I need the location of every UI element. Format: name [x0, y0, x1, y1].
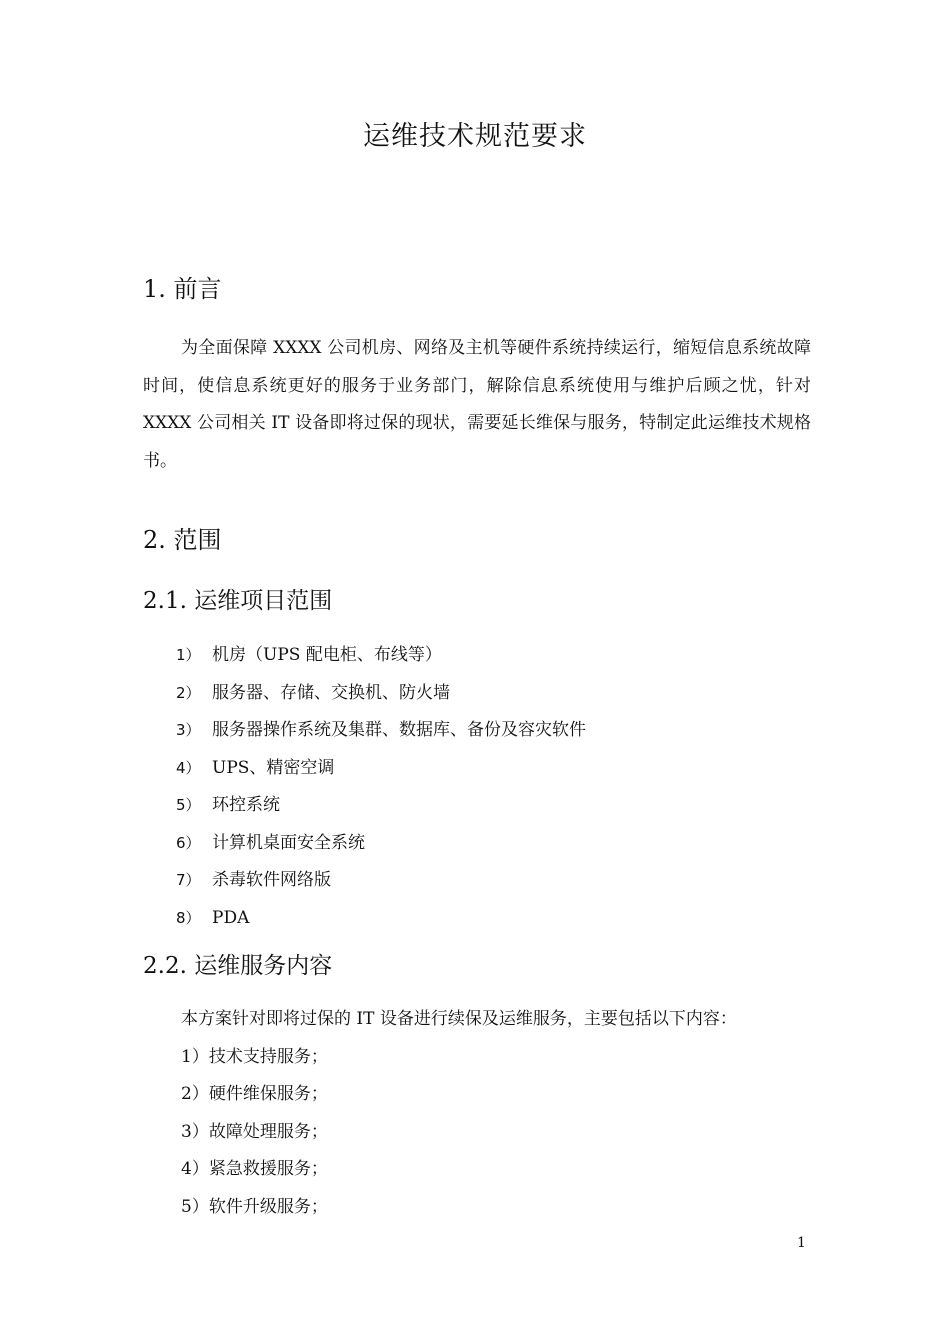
- document-title: 运维技术规范要求: [363, 121, 587, 152]
- list-item: 3）故障处理服务；: [181, 1121, 328, 1142]
- list-item-number: 4）: [176, 758, 201, 777]
- list-item-text: 服务器操作系统及集群、数据库、备份及容灾软件: [212, 720, 586, 740]
- list-item-number: 3）: [176, 721, 201, 739]
- list-item: [176, 825, 586, 863]
- list-item: 5）软件升级服务；: [181, 1196, 328, 1217]
- list-item-number: 8）: [176, 908, 201, 927]
- section-2-2-heading: 2.2. 运维服务内容: [143, 953, 333, 979]
- list-item: [176, 675, 586, 713]
- list-item-text: 环控系统: [212, 795, 280, 815]
- list-item: [176, 787, 586, 825]
- list-item: [176, 637, 586, 675]
- list-item: [176, 862, 586, 900]
- page-number: 1: [797, 1235, 806, 1251]
- list-item: [176, 750, 586, 788]
- list-item: 1）技术支持服务；: [181, 1046, 328, 1067]
- list-item-text: 机房（UPS 配电柜、布线等）: [212, 645, 442, 665]
- list-item: [176, 900, 586, 938]
- scope-list: [176, 637, 586, 937]
- list-item: 4）紧急救援服务；: [181, 1159, 328, 1180]
- list-item-number: 7）: [176, 871, 201, 889]
- section-2-heading: 2. 范围: [143, 526, 222, 554]
- list-item-number: 5）: [176, 796, 201, 814]
- service-content-list: [181, 1001, 737, 1227]
- list-item: 2）硬件维保服务；: [181, 1084, 328, 1105]
- section-1-paragraph: 为全面保障 XXXX 公司机房、网络及主机等硬件系统持续运行，缩短信息系统故障时间，使信息系统更好的服务于业务部门，解除信息系统使用与维护后顾之忧，针对 XXXX 公司相关 IT 设备即将过保的现状，需要延长维保与服务，特制定此运维技术规格书。: [143, 338, 811, 472]
- section-1-heading: 1. 前言: [143, 275, 222, 303]
- list-item-text: 服务器、存储、交换机、防火墙: [212, 682, 450, 703]
- list-item-text: 杀毒软件网络版: [212, 870, 331, 890]
- section-2-1-heading: 2.1. 运维项目范围: [143, 588, 333, 614]
- list-item-text: UPS、精密空调: [212, 757, 335, 778]
- service-intro: 本方案针对即将过保的 IT 设备进行续保及运维服务，主要包括以下内容：: [181, 1009, 737, 1029]
- list-item-text: PDA: [212, 907, 250, 928]
- list-item-number: 1）: [176, 646, 201, 664]
- list-item: [176, 712, 586, 750]
- list-item-text: 计算机桌面安全系统: [212, 832, 365, 853]
- list-item-number: 6）: [176, 833, 201, 852]
- list-item-number: 2）: [176, 683, 201, 702]
